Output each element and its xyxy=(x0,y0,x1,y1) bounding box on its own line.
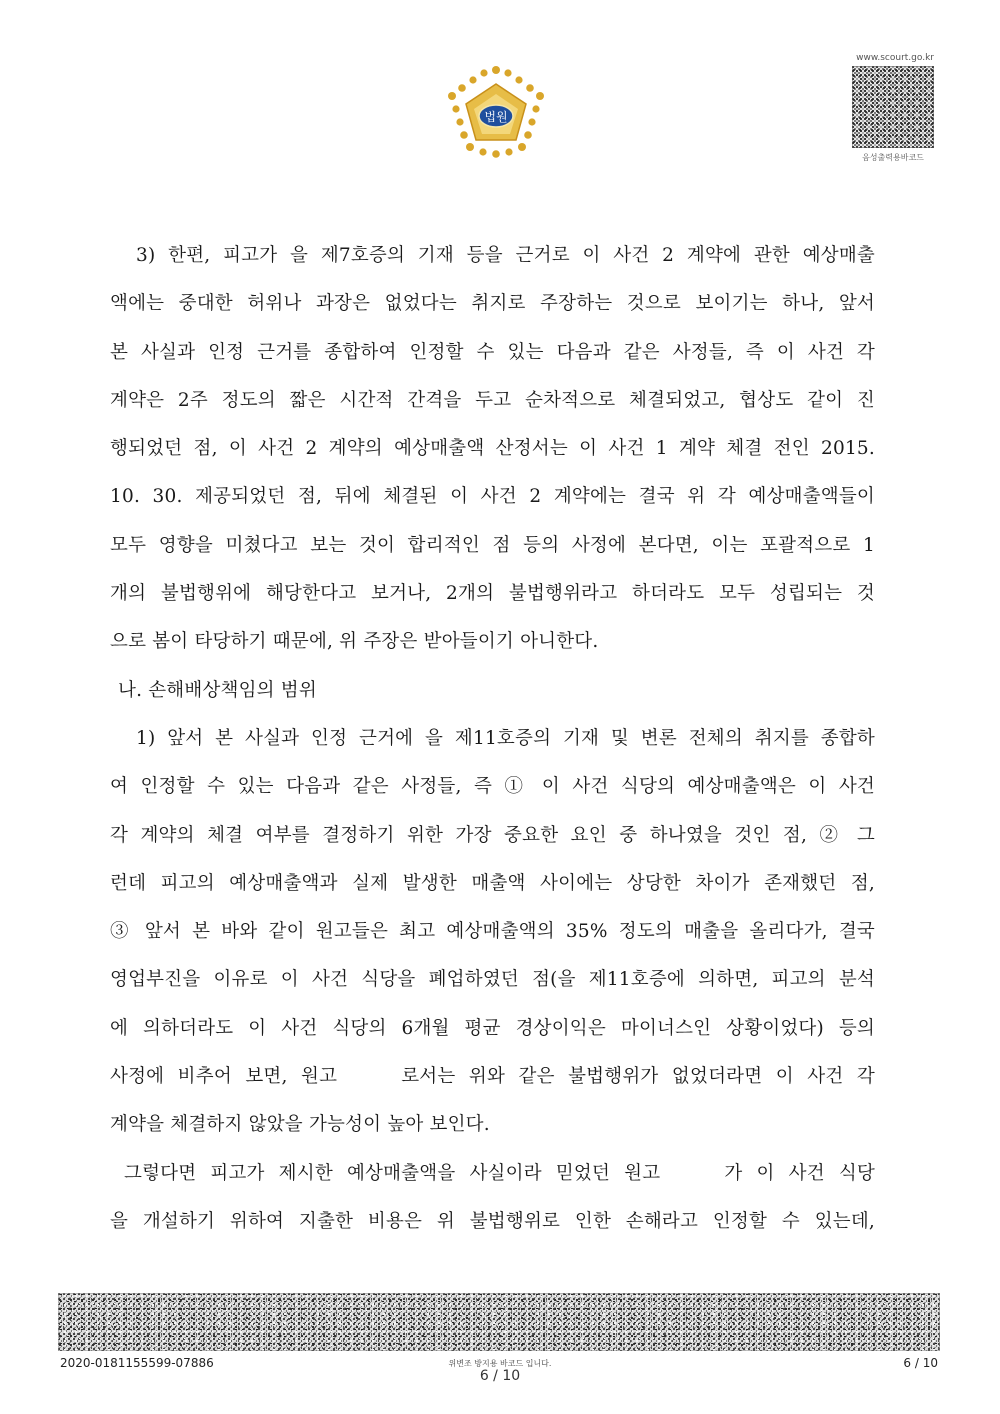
text-segment: 사정에 비추어 보면, 원고 xyxy=(110,1066,338,1088)
court-emblem xyxy=(440,64,552,164)
text-line: 10. 30. 제공되었던 점, 뒤에 체결된 이 사건 2 계약에는 결국 위 각 예상매출액들이 xyxy=(110,486,875,508)
speech-barcode xyxy=(852,66,934,148)
text-line: 계약을 체결하지 않았을 가능성이 높아 보인다. xyxy=(110,1114,490,1136)
qr-caption: 음성출력용바코드 xyxy=(862,153,924,162)
text-line xyxy=(110,1053,875,1101)
text-line: 여 인정할 수 있는 다음과 같은 사정들, 즉 ① 이 사건 식당의 예상매출액은 이 사건 xyxy=(110,776,875,798)
text-line: 영업부진을 이유로 이 사건 식당을 폐업하였던 점(을 제11호증에 의하면, 피고의 분석 xyxy=(110,969,875,991)
text-line: 각 계약의 체결 여부를 결정하기 위한 가장 중요한 요인 중 하나였을 것인 점, ② 그 xyxy=(110,824,875,846)
section-heading: 나. 손해배상책임의 범위 xyxy=(118,679,317,701)
text-line: 액에는 중대한 허위나 과장은 없었다는 취지로 주장하는 것으로 보이기는 하나, 앞서 xyxy=(110,293,875,315)
text-line: 3) 한편, 피고가 을 제7호증의 기재 등을 근거로 이 사건 2 계약에 관한 예상매출 xyxy=(136,245,875,266)
text-line: 을 개설하기 위하여 지출한 비용은 위 불법행위로 인한 손해라고 인정할 수 있는데, xyxy=(110,1210,875,1232)
document-id: 2020-0181155599-07886 xyxy=(60,1356,214,1370)
barcode-notice: 위변조 방지용 바코드 입니다. xyxy=(448,1359,552,1368)
text-line: 행되었던 점, 이 사건 2 계약의 예상매출액 산정서는 이 사건 1 계약 체결 전인 2015. xyxy=(110,438,875,460)
emblem-label: 법원 xyxy=(484,110,508,124)
text-line: 모두 영향을 미쳤다고 보는 것이 합리적인 점 등의 사정에 본다면, 이는 포괄적으로 1 xyxy=(110,534,875,556)
text-line: 본 사실과 인정 근거를 종합하여 인정할 수 있는 다음과 같은 사정들, 즉 이 사건 각 xyxy=(110,341,875,363)
text-line: ③ 앞서 본 바와 같이 원고들은 최고 예상매출액의 35% 정도의 매출을 올리다가, 결국 xyxy=(110,921,875,943)
text-line: 개의 불법행위에 해당한다고 보거나, 2개의 불법행위라고 하더라도 모두 성립되는 것 xyxy=(110,583,875,605)
text-line xyxy=(110,1150,875,1198)
document-body xyxy=(110,232,875,1246)
text-line: 계약은 2주 정도의 짧은 시간적 간격을 두고 순차적으로 체결되었고, 협상도 같이 진 xyxy=(110,389,875,411)
text-line: 으로 봄이 타당하기 때문에, 위 주장은 받아들이기 아니한다. xyxy=(110,631,599,653)
text-segment: 로서는 위와 같은 불법행위가 없었더라면 이 사건 각 xyxy=(401,1066,875,1088)
text-line: 1) 앞서 본 사실과 인정 근거에 을 제11호증의 기재 및 변론 전체의 취지를 종합하 xyxy=(136,727,875,749)
page-number-center: 6 / 10 xyxy=(479,1368,521,1384)
text-segment: 가 이 사건 식당 xyxy=(724,1162,876,1184)
qr-url: www.scourt.go.kr xyxy=(856,53,934,63)
text-line: 에 의하더라도 이 사건 식당의 6개월 평균 경상이익은 마이너스인 상황이었다) 등의 xyxy=(110,1017,875,1039)
text-line: 런데 피고의 예상매출액과 실제 발생한 매출액 사이에는 상당한 차이가 존재했던 점, xyxy=(110,872,875,894)
page-number: 6 / 10 xyxy=(903,1356,938,1370)
anti-forgery-barcode xyxy=(58,1293,940,1351)
text-segment: 그렇다면 피고가 제시한 예상매출액을 사실이라 믿었던 원고 xyxy=(124,1162,661,1184)
